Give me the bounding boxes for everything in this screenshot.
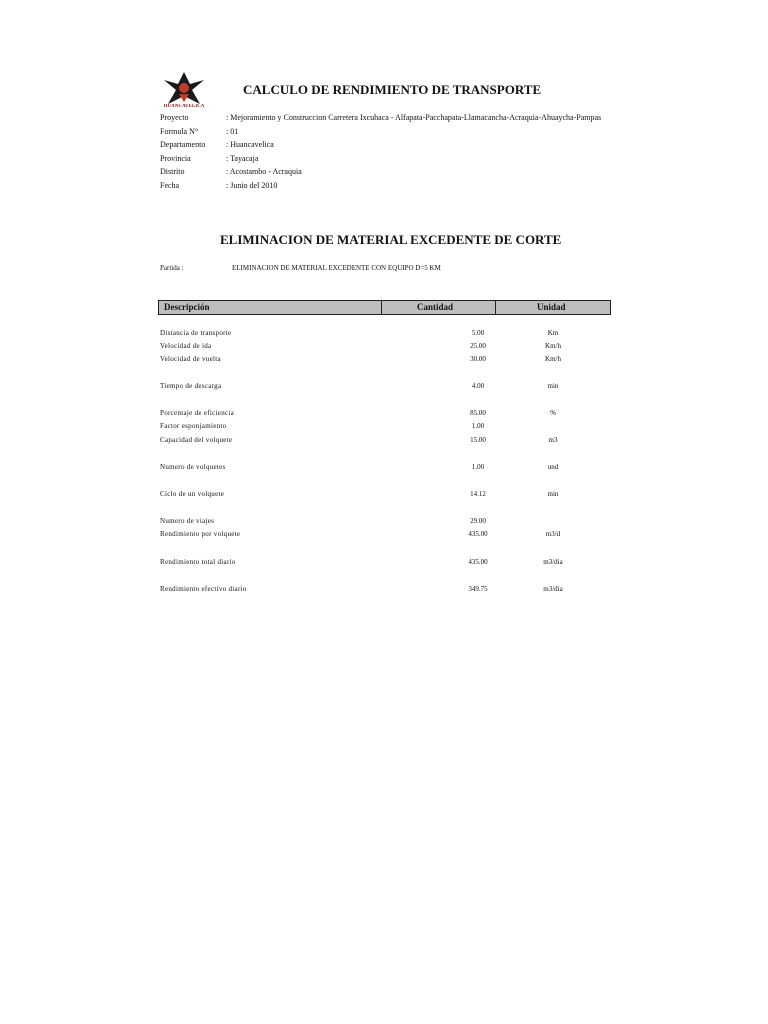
row-quantity: 30.00 [470, 355, 486, 363]
header-divider [381, 301, 382, 314]
table-header [158, 300, 611, 315]
row-quantity: 5.00 [471, 329, 485, 337]
row-quantity: 435.00 [468, 558, 488, 566]
row-quantity: 1.00 [471, 422, 485, 430]
logo-text: HUANCAVELICA [163, 104, 205, 109]
row-description: Rendimiento efectivo diario [160, 585, 247, 593]
info-value: : Tayacaja [226, 154, 259, 163]
row-unit: % [550, 409, 556, 417]
table-row [160, 422, 610, 434]
info-label: Fecha [160, 181, 180, 190]
info-value: : Acostambo - Acraquia [226, 167, 302, 176]
partida-label: Partida : [160, 264, 184, 272]
header-divider [495, 301, 496, 314]
row-description: Velocidad de vuelta [160, 355, 221, 363]
table-row [160, 436, 610, 448]
header-descripcion: Descripción [164, 302, 210, 312]
table-row [160, 463, 610, 475]
table-row [160, 409, 610, 421]
row-description: Factor esponjamiento [160, 422, 227, 430]
table-row [160, 490, 610, 502]
row-quantity: 85.00 [470, 409, 486, 417]
info-label: Provincia [160, 154, 191, 163]
row-quantity: 4.00 [471, 382, 485, 390]
row-description: Rendimiento total diario [160, 558, 236, 566]
row-unit: Km [547, 329, 559, 337]
info-value: : Huancavelica [226, 140, 274, 149]
row-unit: m3 [548, 436, 558, 444]
row-unit: min [547, 490, 559, 498]
info-label: Departamento [160, 140, 206, 149]
info-label: Formula N° [160, 127, 199, 136]
row-unit: Km/h [545, 355, 561, 363]
table-row [160, 585, 610, 597]
row-description: Velocidad de ida [160, 342, 212, 350]
row-unit: und [547, 463, 559, 471]
header-cantidad: Cantidad [417, 302, 454, 312]
row-unit: m3/dia [543, 585, 563, 593]
table-row [160, 382, 610, 394]
row-description: Tiempo de descarga [160, 382, 222, 390]
logo [160, 70, 208, 114]
table-row [160, 558, 610, 570]
row-description: Rendimiento por volquete [160, 530, 241, 538]
section-title: ELIMINACION DE MATERIAL EXCEDENTE DE CORTE [220, 232, 562, 247]
info-value: : Junio del 2010 [226, 181, 278, 190]
table-row [160, 342, 610, 354]
row-quantity: 14.12 [470, 490, 486, 498]
row-quantity: 15.00 [470, 436, 486, 444]
table-row [160, 517, 610, 529]
row-quantity: 1.00 [471, 463, 485, 471]
info-label: Distrito [160, 167, 185, 176]
info-value: : Mejoramiento y Construccion Carretera Ixcuhaca - Alfapata-Pacchapata-Llamacancha-Acraquia-Ahuaycha-Pampas [226, 113, 602, 122]
row-description: Ciclo de un volquete [160, 490, 225, 498]
row-description: Capacidad del volquete [160, 436, 233, 444]
row-description: Numero de volquetes [160, 463, 226, 471]
row-quantity: 25.00 [470, 342, 486, 350]
row-unit: m3/d [545, 530, 561, 538]
table-row [160, 530, 610, 542]
row-description: Distancia de transporte [160, 329, 232, 337]
page-title: CALCULO DE RENDIMIENTO DE TRANSPORTE [243, 82, 542, 97]
row-quantity: 29.00 [470, 517, 486, 525]
info-label: Proyecto [160, 113, 189, 122]
row-quantity: 435.00 [468, 530, 488, 538]
header-unidad: Unidad [537, 302, 566, 312]
row-unit: min [547, 382, 559, 390]
partida-value: ELIMINACION DE MATERIAL EXCEDENTE CON EQUIPO D=5 KM [232, 264, 441, 272]
row-quantity: 349.75 [468, 585, 488, 593]
row-unit: Km/h [545, 342, 561, 350]
table-row [160, 329, 610, 341]
row-description: Porcentaje de eficiencia [160, 409, 235, 417]
info-value: : 01 [226, 127, 239, 136]
table-row [160, 355, 610, 367]
row-description: Numero de viajes [160, 517, 215, 525]
row-unit: m3/dia [543, 558, 563, 566]
